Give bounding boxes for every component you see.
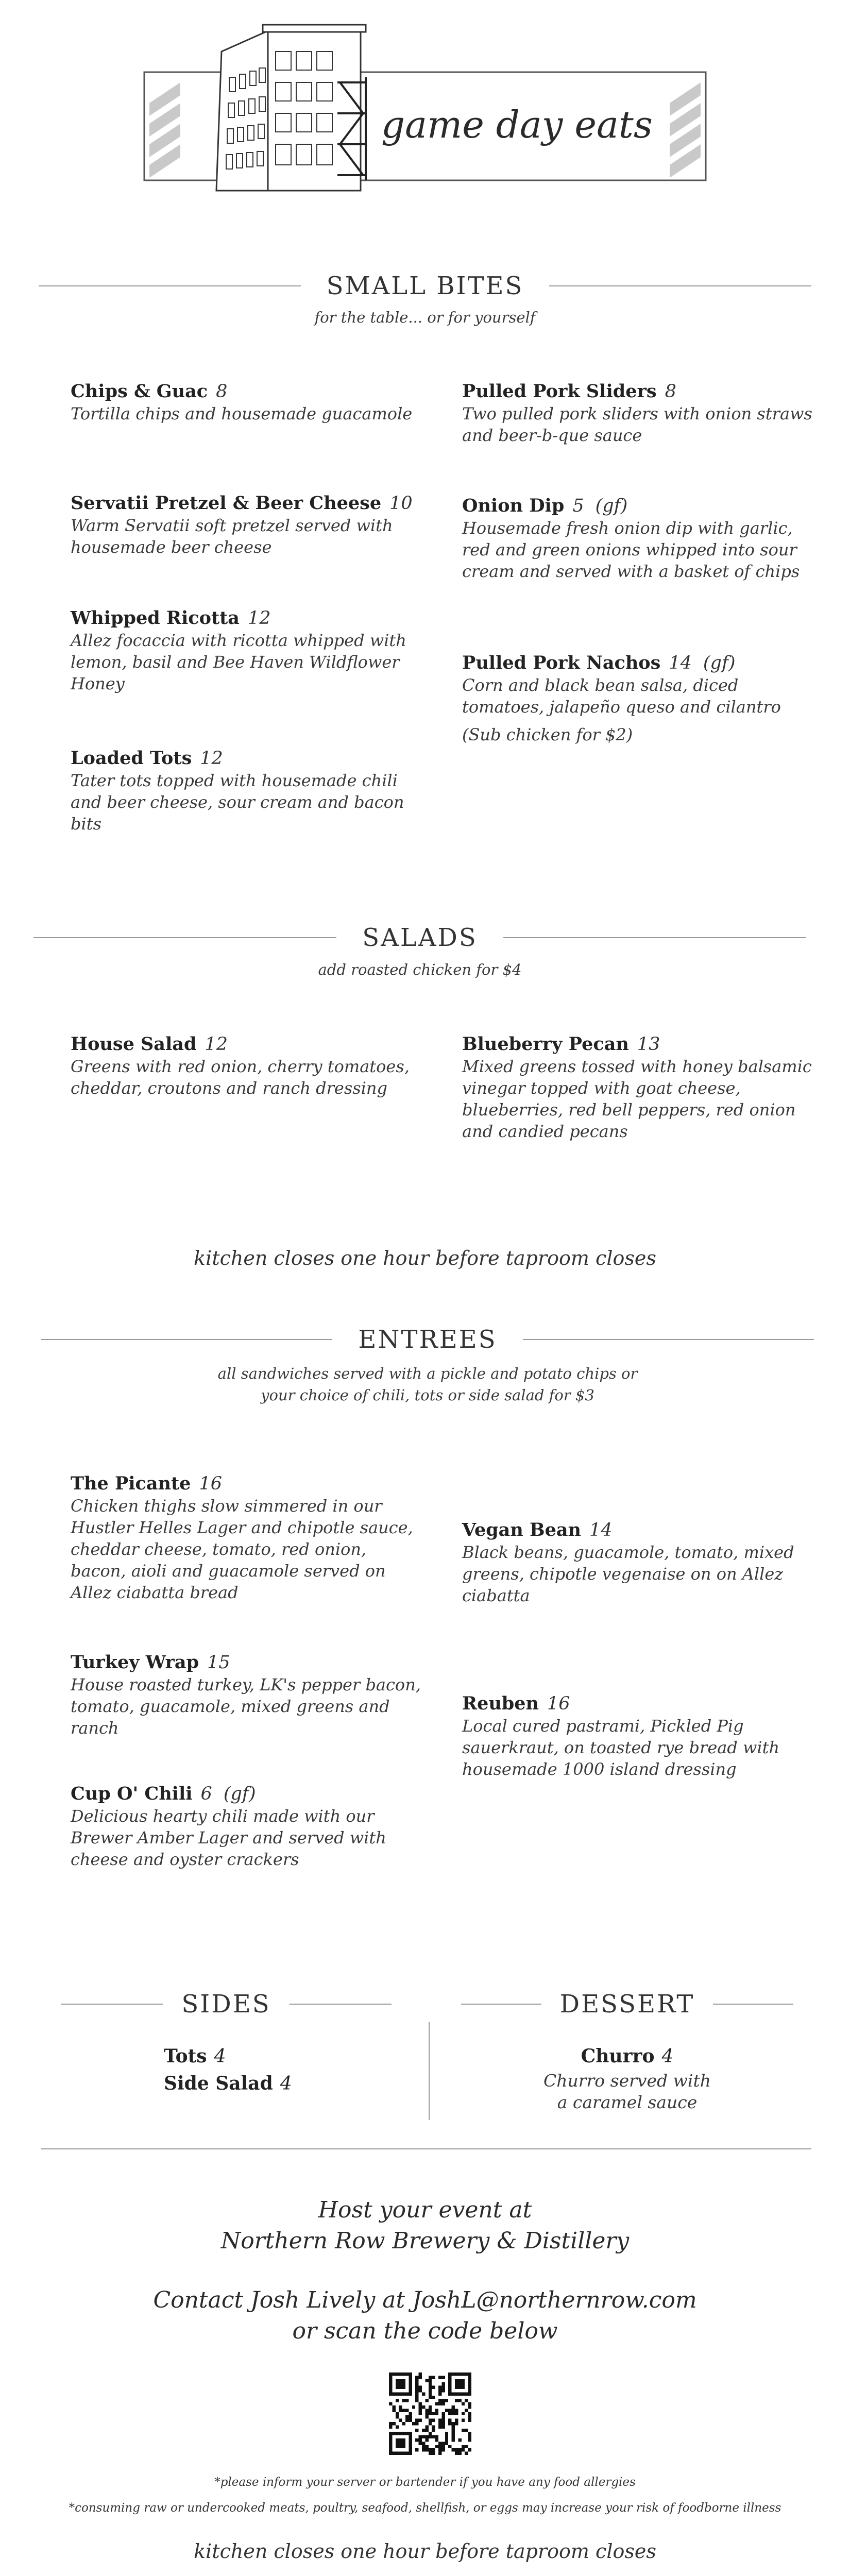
divider-right <box>523 1339 814 1340</box>
side-item <box>164 2070 292 2097</box>
divider-left <box>41 1339 332 1340</box>
menu-item <box>71 607 421 694</box>
gluten-free-tag: (gf) <box>703 653 736 673</box>
menu-item <box>71 1783 421 1870</box>
menu-item <box>462 380 812 446</box>
contact-line-2: or scan the code below <box>292 2318 558 2344</box>
item-description: Greens with red onion, cherry tomatoes, cheddar, croutons and ranch dressing <box>71 1057 410 1098</box>
item-description: Black beans, guacamole, tomato, mixed greens, chipotle vegenaise on on Allez ciabatta <box>462 1543 794 1605</box>
item-description: Tortilla chips and housemade guacamole <box>71 404 413 423</box>
divider-left <box>39 285 301 286</box>
dessert-title: DESSERT <box>559 1990 695 2019</box>
item-name: The Picante <box>71 1473 191 1494</box>
item-description: Chicken thighs slow simmered in our Hustler Helles Lager and chipotle sauce, cheddar cheese, tomato, red onion, bacon, aioli and guacamole served on Allez ciabatta bread <box>71 1496 413 1602</box>
item-description: Two pulled pork sliders with onion straws and beer-b-que sauce <box>462 404 812 445</box>
item-description: Mixed greens tossed with honey balsamic vinegar topped with goat cheese, blueberries, red bell peppers, red onion and candied pecans <box>462 1057 812 1141</box>
divider-left <box>33 937 336 938</box>
section-heading-dessert <box>461 1989 793 2020</box>
entrees-subtitle-line1: all sandwiches served with a pickle and potato chips or <box>217 1365 638 1382</box>
dessert-name: Churro <box>581 2045 655 2067</box>
item-name: House Salad <box>71 1033 197 1055</box>
menu-item <box>462 1692 812 1780</box>
divider-left <box>61 2004 163 2005</box>
entrees-title: ENTREES <box>358 1325 497 1354</box>
menu-item <box>462 495 812 582</box>
dessert-description-line1: Churro served with <box>543 2071 711 2091</box>
item-description: House roasted turkey, LK's pepper bacon, tomato, guacamole, mixed greens and ranch <box>71 1675 421 1738</box>
item-description: Tater tots topped with housemade chili and beer cheese, sour cream and bacon bits <box>71 771 404 834</box>
small-bites-subtitle: for the table... or for yourself <box>314 309 536 326</box>
item-description: Allez focaccia with ricotta whipped with lemon, basil and Bee Haven Wildflower Honey <box>71 631 406 693</box>
gluten-free-tag: (gf) <box>595 496 628 516</box>
column-divider <box>429 2022 430 2120</box>
contact-line-1: Contact Josh Lively at JoshL@northernrow.com <box>153 2287 697 2313</box>
item-price: 12 <box>247 608 271 629</box>
item-price: 10 <box>389 493 413 514</box>
item-name: Chips & Guac <box>71 381 208 402</box>
item-price: 12 <box>205 1034 228 1055</box>
section-heading-sides <box>61 1989 392 2020</box>
footer-divider <box>41 2148 811 2149</box>
qr-code[interactable] <box>389 2372 471 2457</box>
item-description: Delicious hearty chili made with our Brewer Amber Lager and served with cheese and oyster crackers <box>71 1806 386 1869</box>
item-name: Cup O' Chili <box>71 1783 193 1804</box>
divider-right <box>713 2004 793 2005</box>
item-price: 8 <box>665 381 676 402</box>
side-item-name: Side Salad <box>164 2073 273 2094</box>
item-price: 8 <box>216 381 228 402</box>
allergy-note: *please inform your server or bartender if you have any food allergies <box>214 2476 636 2489</box>
side-item-price: 4 <box>280 2073 292 2094</box>
divider-right <box>503 937 806 938</box>
salads-subtitle: add roasted chicken for $4 <box>318 961 522 978</box>
item-description: Warm Servatii soft pretzel served with housemade beer cheese <box>71 516 393 557</box>
qr-code-image <box>389 2372 471 2455</box>
item-name: Pulled Pork Nachos <box>462 652 661 673</box>
entrees-subtitle-line2: your choice of chili, tots or side salad for $3 <box>261 1386 594 1404</box>
item-name: Turkey Wrap <box>71 1652 199 1673</box>
side-item <box>164 2043 292 2070</box>
divider-right <box>549 285 811 286</box>
dessert-item <box>461 2043 793 2113</box>
menu-item <box>71 1651 421 1739</box>
item-price: 13 <box>637 1034 660 1055</box>
item-name: Reuben <box>462 1693 539 1714</box>
sides-list <box>164 2043 292 2097</box>
menu-item <box>71 492 421 558</box>
item-name: Servatii Pretzel & Beer Cheese <box>71 493 382 514</box>
side-item-name: Tots <box>164 2045 207 2067</box>
item-name: Loaded Tots <box>71 748 192 769</box>
menu-item <box>462 652 812 745</box>
divider-right <box>290 2004 392 2005</box>
raw-food-warning: *consuming raw or undercooked meats, poultry, seafood, shellfish, or eggs may increase your risk of foodborne illness <box>69 2501 781 2515</box>
item-price: 15 <box>207 1652 230 1673</box>
side-item-price: 4 <box>214 2046 226 2067</box>
sides-title: SIDES <box>181 1990 271 2019</box>
item-description: Housemade fresh onion dip with garlic, red and green onions whipped into sour cream and served with a basket of chips <box>462 518 800 581</box>
salads-title: SALADS <box>362 923 478 952</box>
dessert-description-line2: a caramel sauce <box>557 2092 698 2112</box>
section-heading-salads <box>33 922 806 953</box>
event-line-2: Northern Row Brewery & Distillery <box>220 2228 630 2254</box>
item-name: Vegan Bean <box>462 1519 581 1540</box>
menu-item <box>462 1519 812 1606</box>
item-price: 12 <box>200 748 223 769</box>
item-name: Blueberry Pecan <box>462 1033 629 1055</box>
menu-item <box>71 1472 421 1603</box>
menu-item <box>71 1033 421 1099</box>
footer-kitchen-notice: kitchen closes one hour before taproom closes <box>194 2540 656 2563</box>
item-note: (Sub chicken for $2) <box>462 725 633 744</box>
divider-left <box>461 2004 541 2005</box>
item-price: 14 <box>669 653 692 673</box>
menu-item <box>71 380 421 425</box>
dessert-price: 4 <box>661 2046 674 2067</box>
menu-item <box>71 747 421 835</box>
item-price: 16 <box>547 1693 570 1714</box>
section-heading-entrees <box>41 1324 814 1355</box>
item-name: Whipped Ricotta <box>71 607 240 629</box>
menu-title: game day eats <box>381 103 653 146</box>
gluten-free-tag: (gf) <box>223 1784 256 1804</box>
item-price: 14 <box>589 1520 613 1540</box>
header-logo <box>139 21 711 196</box>
item-name: Pulled Pork Sliders <box>462 381 657 402</box>
item-description: Local cured pastrami, Pickled Pig sauerkraut, on toasted rye bread with housemade 1000 island dressing <box>462 1716 780 1779</box>
section-heading-small-bites <box>39 270 811 301</box>
menu-item <box>462 1033 812 1142</box>
item-description: Corn and black bean salsa, diced tomatoes, jalapeño queso and cilantro <box>462 675 781 717</box>
item-name: Onion Dip <box>462 495 565 516</box>
small-bites-title: SMALL BITES <box>326 272 524 300</box>
kitchen-closing-notice: kitchen closes one hour before taproom closes <box>194 1247 656 1269</box>
item-price: 16 <box>199 1473 222 1494</box>
event-line-1: Host your event at <box>318 2197 532 2223</box>
item-price: 6 <box>200 1784 212 1804</box>
item-price: 5 <box>572 496 584 516</box>
dessert-name-line <box>461 2043 793 2070</box>
